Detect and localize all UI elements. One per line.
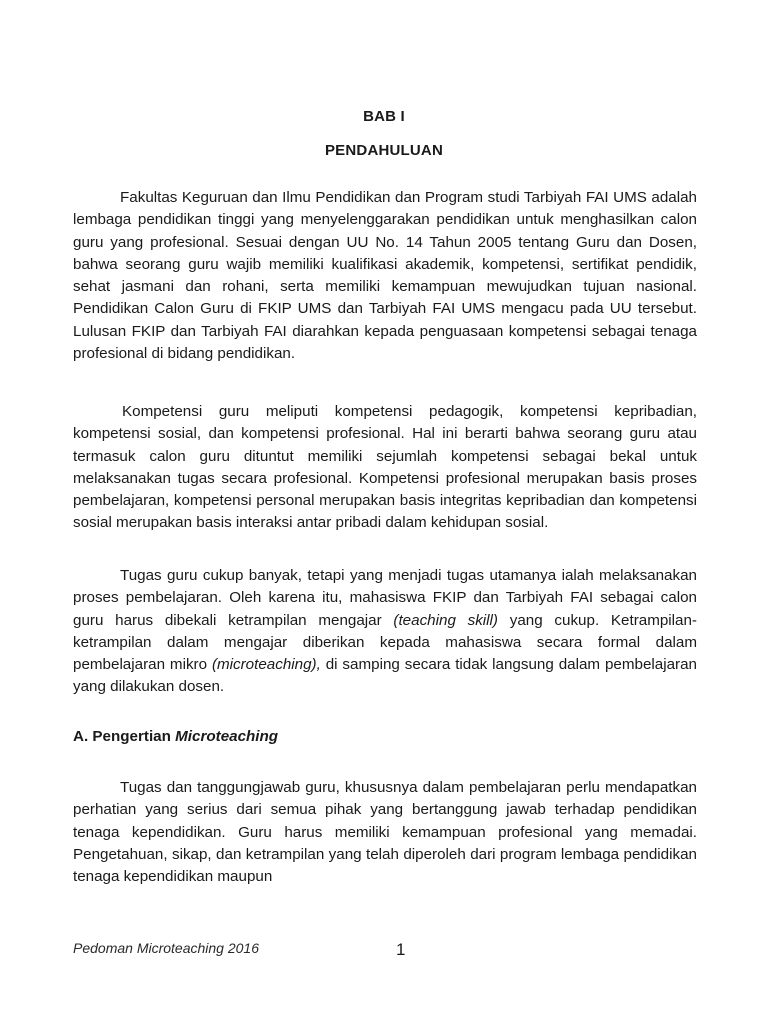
chapter-number: BAB I [363,108,405,125]
section-italic-term: Microteaching [175,728,279,745]
paragraph-responsibility: Tugas dan tanggungjawab guru, khususnya dalam pembelajaran perlu mendapatkan perhatian yang serius dari semua pihak yang bertanggung jawab terhadap pendidikan tenaga kependidikan. Guru harus memiliki kemampuan profesional yang memadai. Pengetahuan, sikap, dan ketrampilan yang telah diperoleh dari program lembaga pendidikan tenaga kependidikan maupun [73,779,697,886]
section-prefix: A. Pengertian [73,728,176,745]
paragraph-text: Tugas guru cukup banyak, tetapi yang menjadi tugas utamanya ialah melaksanakan proses pembelajaran. Oleh karena itu, mahasiswa FKIP dan Tarbiyah FAI sebagai calon guru harus dibekali ketrampilan mengajar [73,567,697,629]
chapter-title: PENDAHULUAN [324,142,444,159]
paragraph-text: yang cukup. Ketrampilan-ketrampilan dalam mengajar diberikan kepada mahasiswa secara formal dalam pembelajaran mikro [73,611,697,674]
page-number: 1 [396,940,406,959]
paragraph-teaching-skill [73,565,697,699]
paragraph-competence: Kompetensi guru meliputi kompetensi pedagogik, kompetensi kepribadian, kompetensi sosial, dan kompetensi profesional. Hal ini berarti bahwa seorang guru atau termasuk calon guru dituntut memiliki sejumlah kompetensi sebagai bekal untuk melaksanakan tugas secara profesional. Kompetensi profesional merupakan basis proses pembelajaran, kompetensi personal merupakan basis integritas kepribadian dan kompetensi sosial merupakan basis interaksi antar pribadi dalam kehidupan sosial. [73,403,697,532]
section-heading-a [73,728,278,745]
italic-term: (microteaching), [211,656,321,674]
italic-term: (teaching skill) [393,611,498,629]
paragraph-intro: Fakultas Keguruan dan Ilmu Pendidikan dan Program studi Tarbiyah FAI UMS adalah lembaga pendidikan tinggi yang menyelenggarakan pendidikan untuk menghasilkan calon guru yang profesional. Sesuai dengan UU No. 14 Tahun 2005 tentang Guru dan Dosen, bahwa seorang guru wajib memiliki kualifikasi akademik, kompetensi, sertifikat pendidik, sehat jasmani dan rohani, serta memiliki kemampuan mewujudkan tujuan nasional. Pendidikan Calon Guru di FKIP UMS dan Tarbiyah FAI UMS mengacu pada UU tersebut. Lulusan FKIP dan Tarbiyah FAI diarahkan kepada penguasaan kompetensi sebagai tenaga profesional di bidang pendidikan. [73,189,697,363]
footer-title: Pedoman Microteaching 2016 [73,940,260,956]
paragraph-text: di samping secara tidak langsung dalam pembelajaran yang dilakukan dosen. [73,656,697,696]
